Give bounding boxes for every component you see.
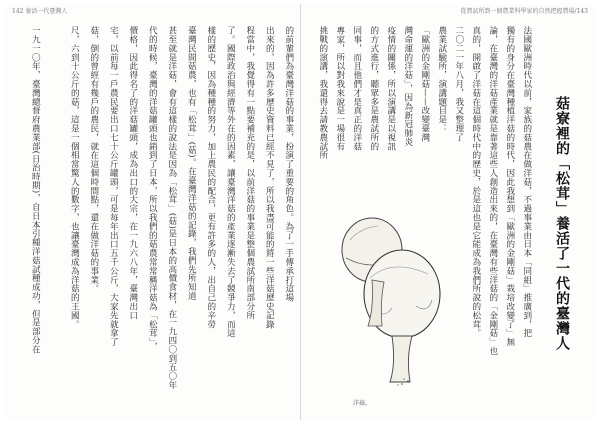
right-text-column: 「歐洲的金剛菇——改變臺灣 xyxy=(419,26,430,142)
left-text-column: 程當中，我覺得有一點要補充的是，以前洋菇的事業是整個農試所南部分所 xyxy=(244,26,255,320)
left-text-column: 宅，以前每一戶農民要出口七十公斤罐頭，可是每年出口五千公斤，大家先就拿了 xyxy=(108,26,119,347)
right-text-column: 灣命運的洋菇」，因為新冠肺炎 xyxy=(402,26,413,147)
right-text-column: 同事，而且他們才是真正的洋菇 xyxy=(351,26,362,151)
left-text-column: 的前輩們為臺灣洋菇的事業，扮演了重要的角色。為了一手傳承打這場 xyxy=(283,26,294,302)
right-text-column: 農業試驗所，演講題目是： xyxy=(436,26,447,133)
left-text-column: 價格，因此得名了的洋菇罐頭，成為出口的大宗，在一九六八年，臺灣出口 xyxy=(127,26,138,320)
left-text-column: 尺，六到十公斤的菇，這是一個相當驚人的數字，也讓臺灣成為洋菇的王國。 xyxy=(69,26,80,329)
right-text-column: 獨有的身分在臺灣種植洋菇的時代，因此我想到「歐洲的金剛菇」栽培改變了」無 xyxy=(504,26,515,347)
left-text-column: 臺灣民間菇農，也有「松茸」(菇)。在臺灣洋菇的記錄，我們先所知道 xyxy=(186,26,197,301)
page-gutter xyxy=(300,4,301,420)
chapter-title: 菇寮裡的「松茸」養活了一代的臺灣人 xyxy=(554,96,570,351)
right-text-column: 的方式進行，聽眾多是農試所的 xyxy=(368,26,379,151)
left-running-header: 142 養活一代臺灣人 xyxy=(12,8,68,15)
left-text-column: 出來的，因為許多歷史資料已經不見了，所以我盡可能的將一些洋菇歷史記錄 xyxy=(264,26,275,329)
left-text-column: 一九一〇年，臺灣總督府農業部(日治時期)，自日本引種洋菇試種成功，但是部分在 xyxy=(30,26,41,354)
right-text-column: 二〇二一年八月，我又整理了 xyxy=(453,26,464,142)
right-text-column: 疫情的關係，所以演講是以視訊 xyxy=(385,26,396,151)
mushroom-illustration xyxy=(332,188,442,388)
right-running-header: 從農試所到一個農業科學家的自然把握農場/143 xyxy=(460,8,588,15)
right-text-column: 專家，所以對我來說是一場很有 xyxy=(334,26,345,151)
right-text-column: 真的，開啟了洋菇在這個時代中的歷史，於是這也是它能成為我們所說的松茸。 xyxy=(470,26,481,338)
left-text-column: 了。國際政治與經濟等外在的因素，讓臺灣洋菇的產業逐漸失去了競爭力，而這 xyxy=(225,26,236,338)
illustration-caption: 洋菇。 xyxy=(353,400,372,407)
left-text-column: 甚至就是洋菇，會有這樣的說法是因為「松茸」(菇)是日本的高價食材，在一九四〇到五〇年 xyxy=(166,26,177,390)
right-text-column: 法國歐洲時代以前，家族的菇農在做洋菇，不過事業由日本「同組」推廣到，把 xyxy=(521,26,532,338)
left-text-column: 樣的歷史，因為種種的努力，加上農民的配合，更有許多的人，出自己的辛勞 xyxy=(205,26,216,329)
left-text-column: 代的時候，臺灣的洋菇罐頭也銷到了日本，所以我們的菇農常常稱洋菇為「松茸」， xyxy=(147,26,158,351)
right-text-column: 挑戰的演講，我還得去請教農試所 xyxy=(317,26,328,160)
left-text-column: 菇，倒的曾經有幾戶的農民，就在這個時間點，還在做洋菇的事業。 xyxy=(88,26,99,293)
right-text-column: 論，在臺灣的洋菇產業就是靠著這些人創造出來的，在臺灣有些洋菇的「金剛菇」也 xyxy=(487,26,498,356)
